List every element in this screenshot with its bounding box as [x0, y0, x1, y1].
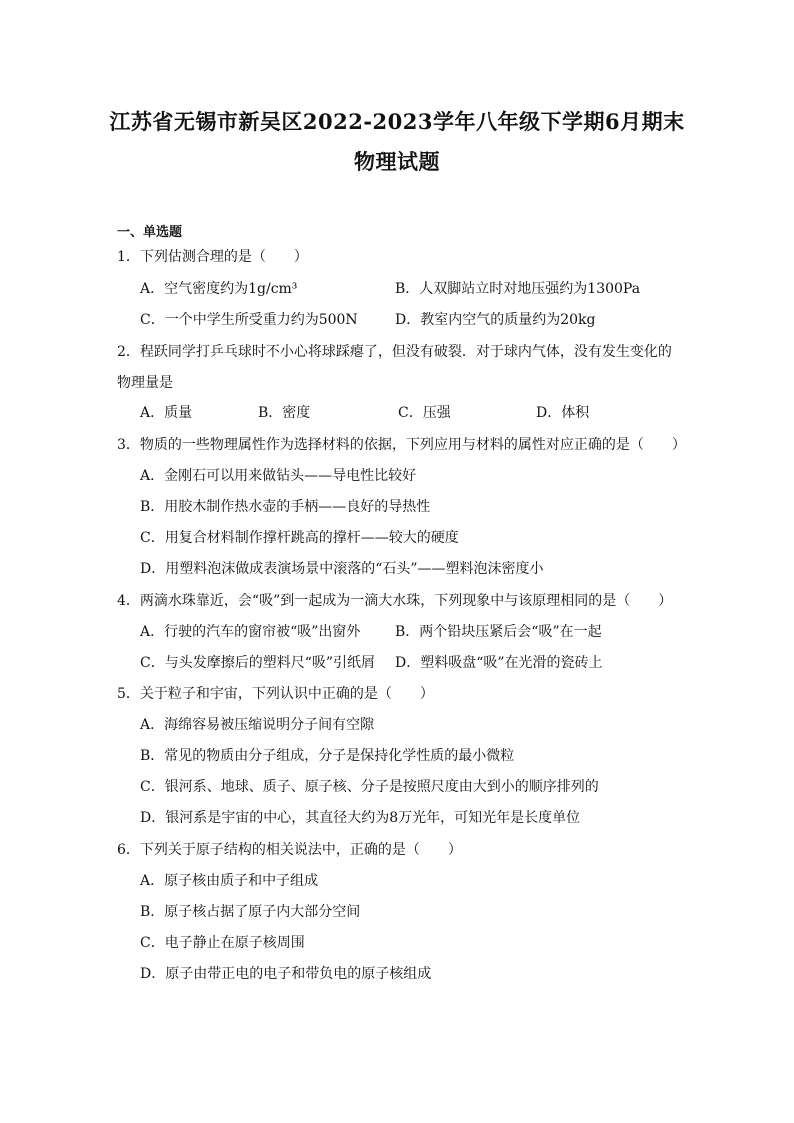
exam-subtitle: 物理试题: [354, 149, 440, 174]
option-a: A．行驶的汽车的窗帘被“吸”出窗外: [140, 624, 361, 640]
question-stem: 6．下列关于原子结构的相关说法中，正确的是（ ）: [117, 842, 462, 858]
option-c: C．用复合材料制作撑杆跳高的撑杆——较大的硬度: [140, 530, 459, 546]
question-stem: 5．关于粒子和宇宙，下列认识中正确的是（ ）: [117, 686, 434, 702]
option-b: B．人双脚站立时对地压强约为1300Pa: [395, 281, 641, 297]
option-c: C．一个中学生所受重力约为500N: [140, 312, 358, 328]
option-d: D．用塑料泡沫做成表演场景中滚落的“石头”——塑料泡沫密度小: [140, 561, 544, 577]
option-c: C．电子静止在原子核周围: [140, 935, 305, 951]
option-d: D．体积: [536, 405, 590, 421]
option-a: A．原子核由质子和中子组成: [140, 873, 319, 889]
option-d: D．原子由带正电的电子和带负电的原子核组成: [140, 966, 432, 982]
question-stem: 4．两滴水珠靠近，会“吸”到一起成为一滴大水珠，下列现象中与该原理相同的是（ ）: [117, 593, 673, 609]
option-b: B．原子核占据了原子内大部分空间: [140, 904, 361, 920]
option-c: C．压强: [398, 405, 451, 421]
exam-title: 江苏省无锡市新吴区2022-2023学年八年级下学期6月期末: [109, 109, 685, 134]
option-c: C．银河系、地球、质子、原子核、分子是按照尺度由大到小的顺序排列的: [140, 779, 599, 795]
option-a: A．海绵容易被压缩说明分子间有空隙: [140, 717, 375, 733]
option-a: A．空气密度约为1g/cm³: [140, 281, 298, 297]
section-header: 一、单选题: [117, 225, 183, 240]
option-a: A．金刚石可以用来做钻头——导电性比较好: [140, 468, 417, 484]
option-d: D．银河系是宇宙的中心，其直径大约为8万光年，可知光年是长度单位: [140, 810, 581, 826]
question-stem: 1．下列估测合理的是（ ）: [117, 249, 308, 265]
option-b: B．常见的物质由分子组成，分子是保持化学性质的最小微粒: [140, 748, 515, 764]
question-stem-continued: 物理量是: [117, 375, 173, 391]
option-a: A．质量: [140, 405, 193, 421]
option-c: C．与头发摩擦后的塑料尺“吸”引纸屑: [140, 655, 376, 671]
question-stem: 2．程跃同学打乒乓球时不小心将球踩瘪了，但没有破裂．对于球内气体，没有发生变化的: [117, 344, 672, 360]
option-d: D．教室内空气的质量约为20kg: [395, 312, 596, 328]
option-b: B．用胶木制作热水壶的手柄——良好的导热性: [140, 499, 431, 515]
question-stem: 3．物质的一些物理属性作为选择材料的依据，下列应用与材料的属性对应正确的是（ ）: [117, 437, 686, 453]
option-d: D．塑料吸盘“吸”在光滑的瓷砖上: [395, 655, 603, 671]
option-b: B．密度: [258, 405, 311, 421]
option-b: B．两个铅块压紧后会“吸”在一起: [395, 624, 602, 640]
